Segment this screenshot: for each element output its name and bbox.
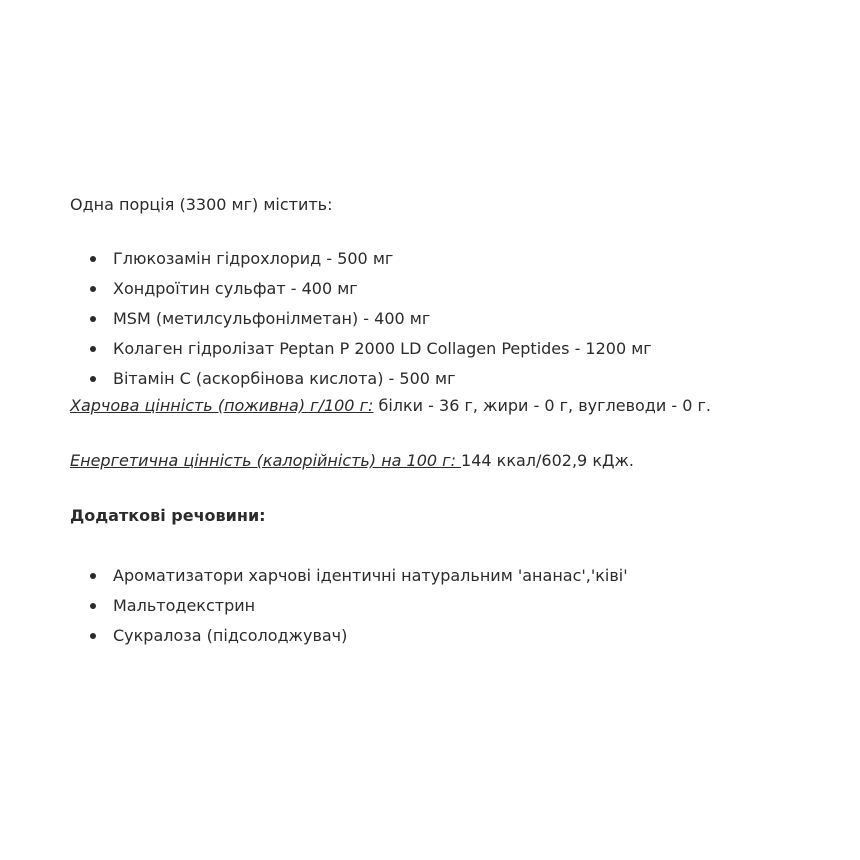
list-item-text: Колаген гідролізат Peptan P 2000 LD Collagen Peptides - 1200 мг xyxy=(113,339,652,358)
list-item xyxy=(70,621,830,651)
list-item-text: Сукралоза (підсолоджувач) xyxy=(113,626,348,645)
energy-label: Енергетична цінність (калорійність) на 100 г: xyxy=(70,451,462,470)
extra-substances-list xyxy=(70,561,830,651)
list-item xyxy=(70,334,830,364)
list-item-text: Мальтодекстрин xyxy=(113,596,256,615)
list-item-text: Глюкозамін гідрохлорид - 500 мг xyxy=(113,249,394,268)
ingredients-list xyxy=(70,244,830,394)
bullet-icon xyxy=(90,256,96,262)
nutrition-facts xyxy=(70,394,830,418)
bullet-icon xyxy=(90,286,96,292)
list-item-text: MSM (метилсульфонілметан) - 400 мг xyxy=(113,309,431,328)
bullet-icon xyxy=(90,603,96,609)
list-item xyxy=(70,304,830,334)
list-item xyxy=(70,561,830,591)
serving-intro: Одна порція (3300 мг) містить: xyxy=(70,195,333,214)
bullet-icon xyxy=(90,376,96,382)
bullet-icon xyxy=(90,346,96,352)
bullet-icon xyxy=(90,316,96,322)
list-item xyxy=(70,591,830,621)
energy-facts xyxy=(70,449,830,473)
extra-substances-heading: Додаткові речовини: xyxy=(70,506,266,525)
bullet-icon xyxy=(90,633,96,639)
list-item-text: Ароматизатори харчові ідентичні натуральним 'ананас','ківі' xyxy=(113,566,628,585)
list-item-text: Хондроїтин сульфат - 400 мг xyxy=(113,279,358,298)
nutrition-value: білки - 36 г, жири - 0 г, вуглеводи - 0 г. xyxy=(373,396,711,415)
list-item-text: Вітамін С (аскорбінова кислота) - 500 мг xyxy=(113,369,456,388)
bullet-icon xyxy=(90,573,96,579)
product-description xyxy=(70,193,830,651)
nutrition-label: Харчова цінність (поживна) г/100 г: xyxy=(70,396,374,415)
list-item xyxy=(70,364,830,394)
energy-value: 144 ккал/602,9 кДж. xyxy=(461,451,634,470)
list-item xyxy=(70,274,830,304)
list-item xyxy=(70,244,830,274)
